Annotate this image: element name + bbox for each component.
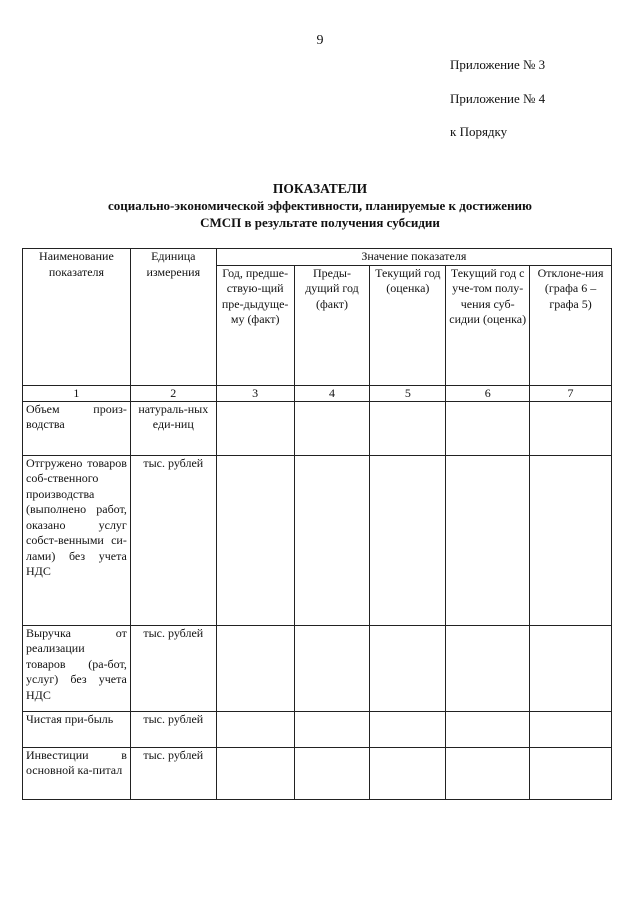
header-unit: Единица измерения [130, 249, 216, 386]
order-reference: к Порядку [450, 124, 508, 139]
value-cell [216, 711, 294, 747]
value-cell [446, 401, 530, 455]
column-number: 6 [446, 385, 530, 401]
value-cell [294, 711, 370, 747]
header-name: Наименование показателя [23, 249, 131, 386]
value-cell [530, 401, 612, 455]
appendix-4-label: Приложение № 4 [450, 91, 546, 106]
column-numbers-row [23, 385, 612, 401]
value-cell [530, 455, 612, 625]
value-cell [370, 625, 446, 711]
value-cell [530, 625, 612, 711]
column-number: 5 [370, 385, 446, 401]
header-col-5: Текущий год (оценка) [370, 265, 446, 385]
row-unit: тыс. рублей [130, 747, 216, 799]
value-cell [294, 747, 370, 799]
row-indicator-name: Отгружено товаров соб-ственного производства (выполнено работ, оказано услуг собст-венными си-лами) без учета НДС [23, 455, 131, 625]
page-number: 9 [316, 33, 324, 48]
value-cell [530, 711, 612, 747]
title-subtitle-line-1: социально-экономической эффективности, планируемые к достижению [108, 198, 532, 213]
table-row [23, 401, 612, 455]
value-cell [446, 625, 530, 711]
title-subtitle-line-2: СМСП в результате получения субсидии [200, 215, 440, 230]
value-cell [446, 711, 530, 747]
value-cell [370, 455, 446, 625]
column-number: 2 [130, 385, 216, 401]
table-row [23, 747, 612, 799]
row-unit: тыс. рублей [130, 455, 216, 625]
row-unit: тыс. рублей [130, 625, 216, 711]
value-cell [370, 711, 446, 747]
table-row [23, 455, 612, 625]
value-cell [370, 401, 446, 455]
appendix-3-label: Приложение № 3 [450, 57, 546, 72]
column-number: 1 [23, 385, 131, 401]
header-col-6: Текущий год с уче-том полу-чения суб-сидии (оценка) [446, 265, 530, 385]
value-cell [446, 455, 530, 625]
column-number: 7 [530, 385, 612, 401]
value-cell [216, 625, 294, 711]
table-row [23, 711, 612, 747]
value-cell [294, 625, 370, 711]
header-col-3: Год, предше-ствую-щий пре-дыдуще-му (факт) [216, 265, 294, 385]
row-unit: тыс. рублей [130, 711, 216, 747]
header-col-4: Преды-дущий год (факт) [294, 265, 370, 385]
title-main: ПОКАЗАТЕЛИ [272, 181, 368, 196]
header-col-7: Отклоне-ния (графа 6 – графа 5) [530, 265, 612, 385]
column-number: 3 [216, 385, 294, 401]
value-cell [446, 747, 530, 799]
value-cell [370, 747, 446, 799]
value-cell [530, 747, 612, 799]
header-value-group: Значение показателя [216, 249, 611, 266]
table-row [23, 625, 612, 711]
row-indicator-name: Инвестиции в основной ка-питал [23, 747, 131, 799]
value-cell [216, 401, 294, 455]
column-number: 4 [294, 385, 370, 401]
value-cell [294, 455, 370, 625]
row-unit: натураль-ных еди-ниц [130, 401, 216, 455]
row-indicator-name: Чистая при-быль [23, 711, 131, 747]
row-indicator-name: Выручка от реализации товаров (ра-бот, услуг) без учета НДС [23, 625, 131, 711]
document-title [0, 180, 640, 231]
indicators-table [22, 248, 612, 800]
value-cell [216, 455, 294, 625]
row-indicator-name: Объем произ-водства [23, 401, 131, 455]
value-cell [294, 401, 370, 455]
value-cell [216, 747, 294, 799]
